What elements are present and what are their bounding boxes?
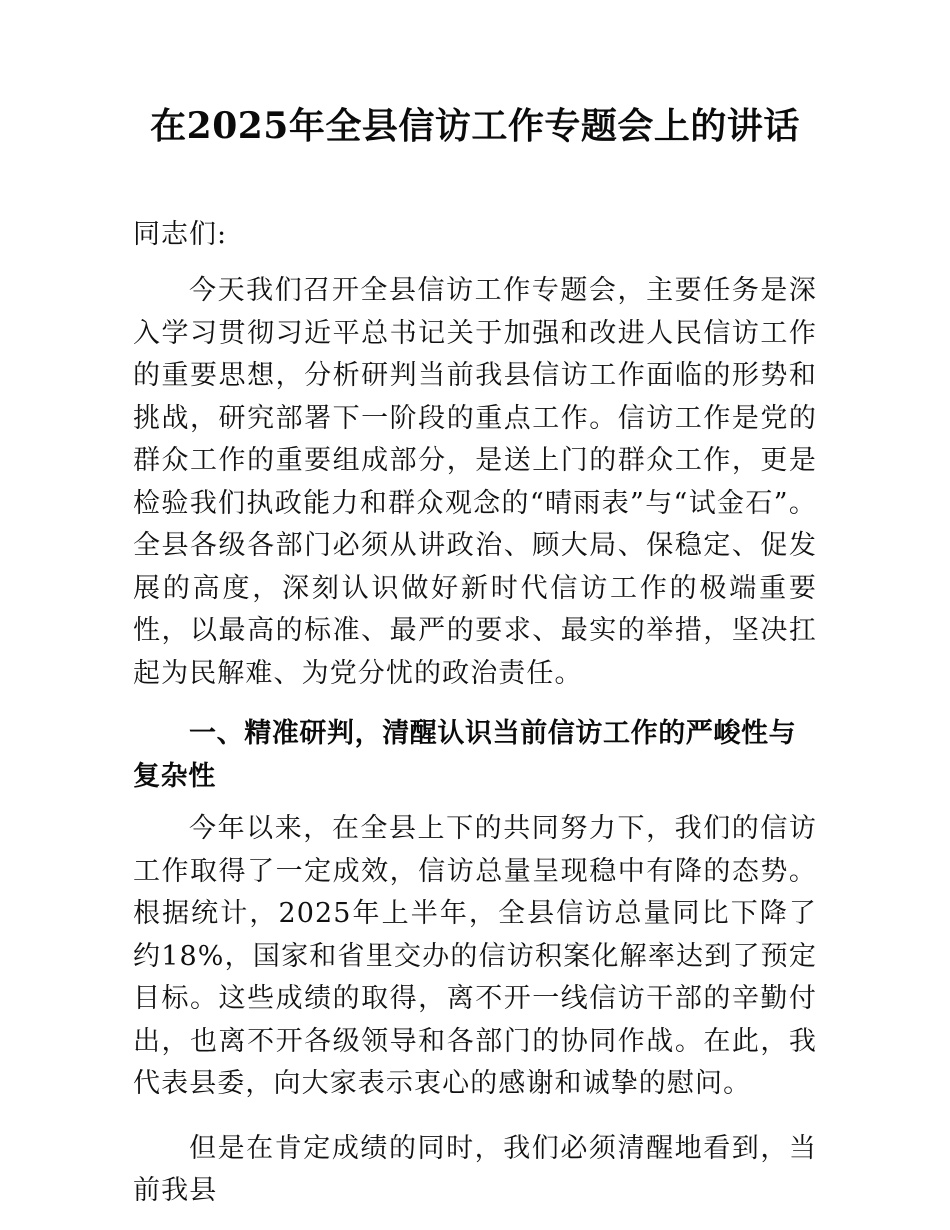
page-title: 在2025年全县信访工作专题会上的讲话 xyxy=(150,105,800,147)
paragraph-intro: 今天我们召开全县信访工作专题会，主要任务是深入学习贯彻习近平总书记关于加强和改进人民信访工作的重要思想，分析研判当前我县信访工作面临的形势和挑战，研究部署下一阶段的重点工作。信访工作是党的群众工作的重要组成部分，是送上门的群众工作，更是检验我们执政能力和群众观念的“晴雨表”与“试金石”。全县各级各部门必须从讲政治、顾大局、保稳定、促发展的高度，深刻认识做好新时代信访工作的极端重要性，以最高的标准、最严的要求、最实的举措，坚决扛起为民解难、为党分忧的政治责任。 xyxy=(133,275,817,689)
section-heading-1: 一、精准研判，清醒认识当前信访工作的严峻性与复杂性 xyxy=(133,718,797,792)
paragraph-achievements: 今年以来，在全县上下的共同努力下，我们的信访工作取得了一定成效，信访总量呈现稳中有降的态势。根据统计，2025年上半年，全县信访总量同比下降了约18%，国家和省里交办的信访积案化解率达到了预定目标。这些成绩的取得，离不开一线信访干部的辛勤付出，也离不开各级领导和各部门的协同作战。在此，我代表县委，向大家表示衷心的感谢和诚挚的慰问。 xyxy=(133,813,817,1099)
paragraph-problems-truncated: 但是在肯定成绩的同时，我们必须清醒地看到，当前我县 xyxy=(133,1132,817,1206)
document-body xyxy=(133,0,817,1213)
salutation-line: 同志们: xyxy=(133,219,228,250)
